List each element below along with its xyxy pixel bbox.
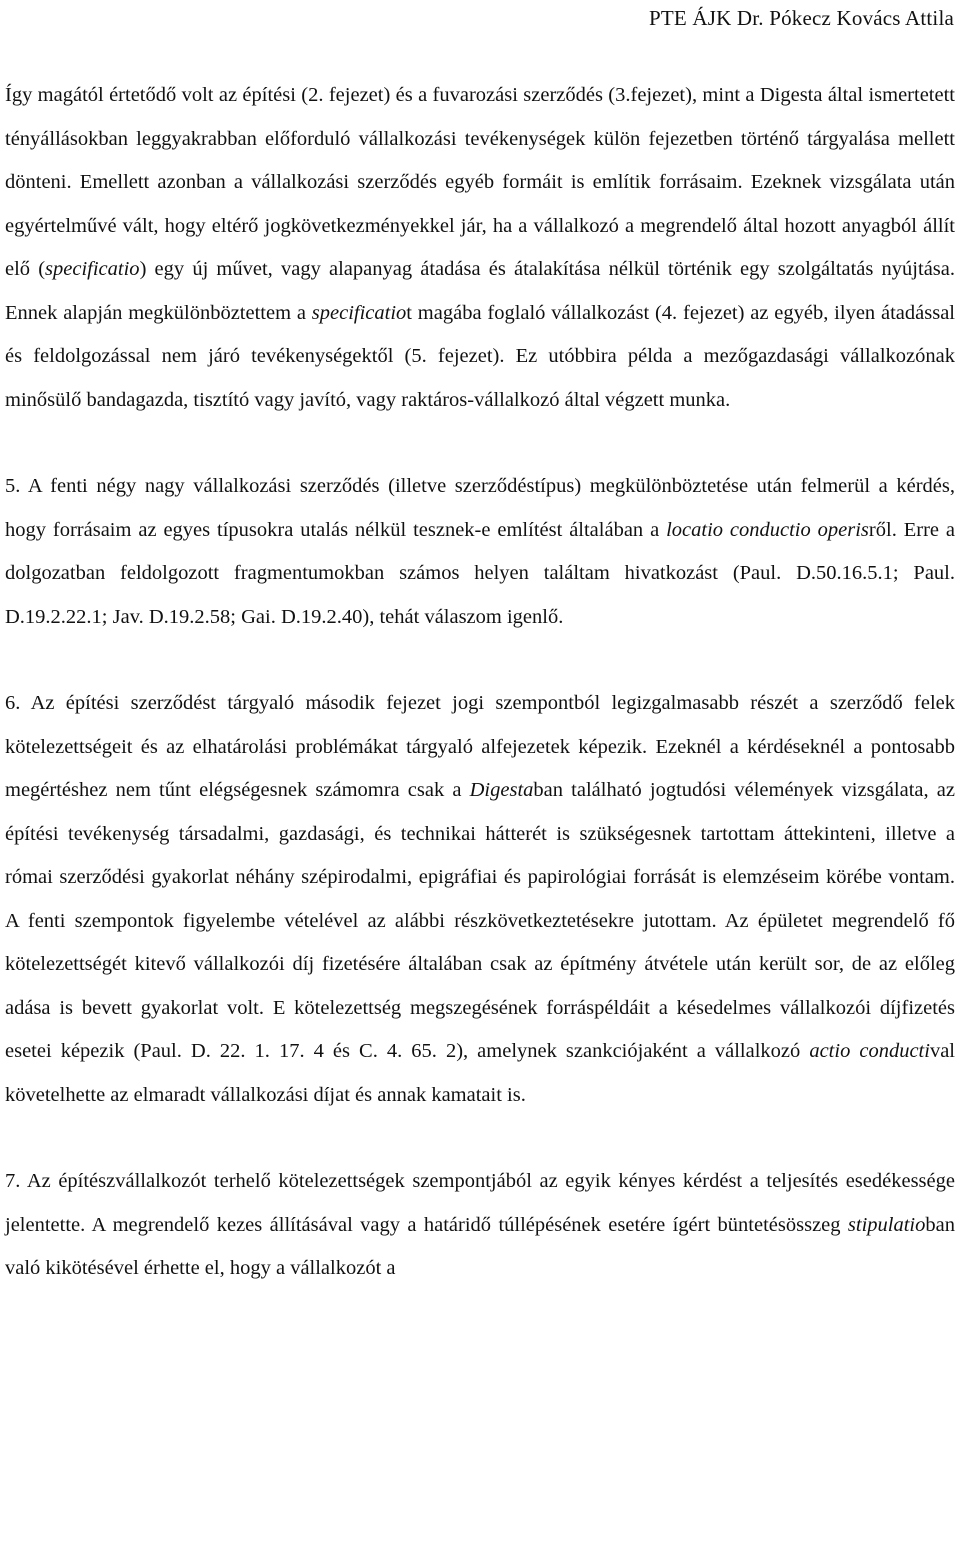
text-run: Így magától értetődő volt az építési (2. fejezet) és a fuvarozási szerződés (3.fejezet), mint a Digesta által ismertetett tényállásokban leggyakrabban előforduló vállalkozási tevékenységek külön fejezetben történő tárgyalása mellett dönteni. Emellett azonban a vállalkozási szerződés egyéb formáit is említik forrásaim. Ezeknek vizsgálata után egyértelművé vált, hogy eltérő jogkövetkezményekkel jár, ha a vállalkozó a megrendelő által hozott anyagból állít elő (: [5, 84, 955, 280]
text-run: val követelhette az elmaradt vállalkozási díjat és annak kamatait is.: [5, 1040, 955, 1106]
italic-term-locatio-conductio-operis: locatio conductio operis: [666, 518, 869, 541]
paragraph-5: [5, 465, 955, 639]
text-run: 5. A fenti négy nagy vállalkozási szerződés (illetve szerződéstípus) megkülönböztetése után felmerül a kérdés, hogy forrásaim az egyes típusokra utalás nélkül tesznek-e említést általában a: [5, 475, 955, 541]
document-body: [5, 74, 955, 1291]
text-run: ) egy új művet, vagy alapanyag átadása és átalakítása nélkül történik egy szolgáltatás nyújtása. Ennek alapján megkülönböztettem a: [5, 258, 955, 324]
paragraph-7: [5, 1160, 955, 1291]
italic-term-stipulatio: stipulatio: [847, 1213, 926, 1236]
italic-term-specificatio: specificatio: [45, 258, 140, 280]
italic-term-actio-conducti: actio conducti: [809, 1040, 930, 1062]
text-run: ban való kikötésével érhette el, hogy a vállalkozót a: [5, 1213, 955, 1279]
paragraph-intro: [5, 74, 955, 422]
text-run: 7. Az építészvállalkozót terhelő kötelezettségek szempontjából az egyik kényes kérdést a teljesítés esedékessége jelentette. A megrendelő kezes állításával vagy a határidő túllépésének esetére ígért büntetésösszeg: [5, 1170, 955, 1236]
text-run: ről. Erre a dolgozatban feldolgozott fragmentumokban számos helyen találtam hivatkozást (Paul. D.50.16.5.1; Paul. D.19.2.22.1; Jav. D.19.2.58; Gai. D.19.2.40), tehát válaszom igenlő.: [5, 518, 955, 628]
paragraph-6: [5, 682, 955, 1117]
text-run: ban található jogtudósi vélemények vizsgálata, az építési tevékenység társadalmi, gazdasági, és technikai hátterét is szükségesnek tartottam áttekinteni, illetve a római szerződési gyakorlat néhány szépirodalmi, epigráfiai és papirológiai forrását is elemzéseim körébe vontam. A fenti szempontok figyelembe vételével az alábbi részkövetkeztetésekre jutottam. Az épületet megrendelő fő kötelezettségét kitevő vállalkozói díj fizetésére általában csak az építmény átvétele után került sor, de az előleg adása is bevett gyakorlat volt. E kötelezettség megszegésének forráspéldáit a késedelmes vállalkozói díjfizetés esetei képezik (Paul. D. 22. 1. 17. 4 és C. 4. 65. 2), amelynek szankciójaként a vállalkozó: [5, 779, 955, 1062]
page-header: PTE ÁJK Dr. Pókecz Kovács Attila: [648, 6, 954, 30]
italic-term-specificatio: specificatio: [311, 301, 407, 324]
text-run: t magába foglaló vállalkozást (4. fejezet) az egyéb, ilyen átadással és feldolgozással nem járó tevékenységektől (5. fejezet). Ez utóbbira példa a mezőgazdasági vállalkozónak minősülő bandagazda, tisztító vagy javító, vagy raktáros-vállalkozó által végzett munka.: [5, 301, 955, 411]
text-run: 6. Az építési szerződést tárgyaló második fejezet jogi szempontból legizgalmasabb részét a szerződő felek kötelezettségeit és az elhatárolási problémákat tárgyaló alfejezetek képezik. Ezeknél a kérdéseknél a pontosabb megértéshez nem tűnt elégségesnek számomra csak a: [5, 692, 955, 801]
italic-term-digesta: Digesta: [469, 779, 534, 801]
